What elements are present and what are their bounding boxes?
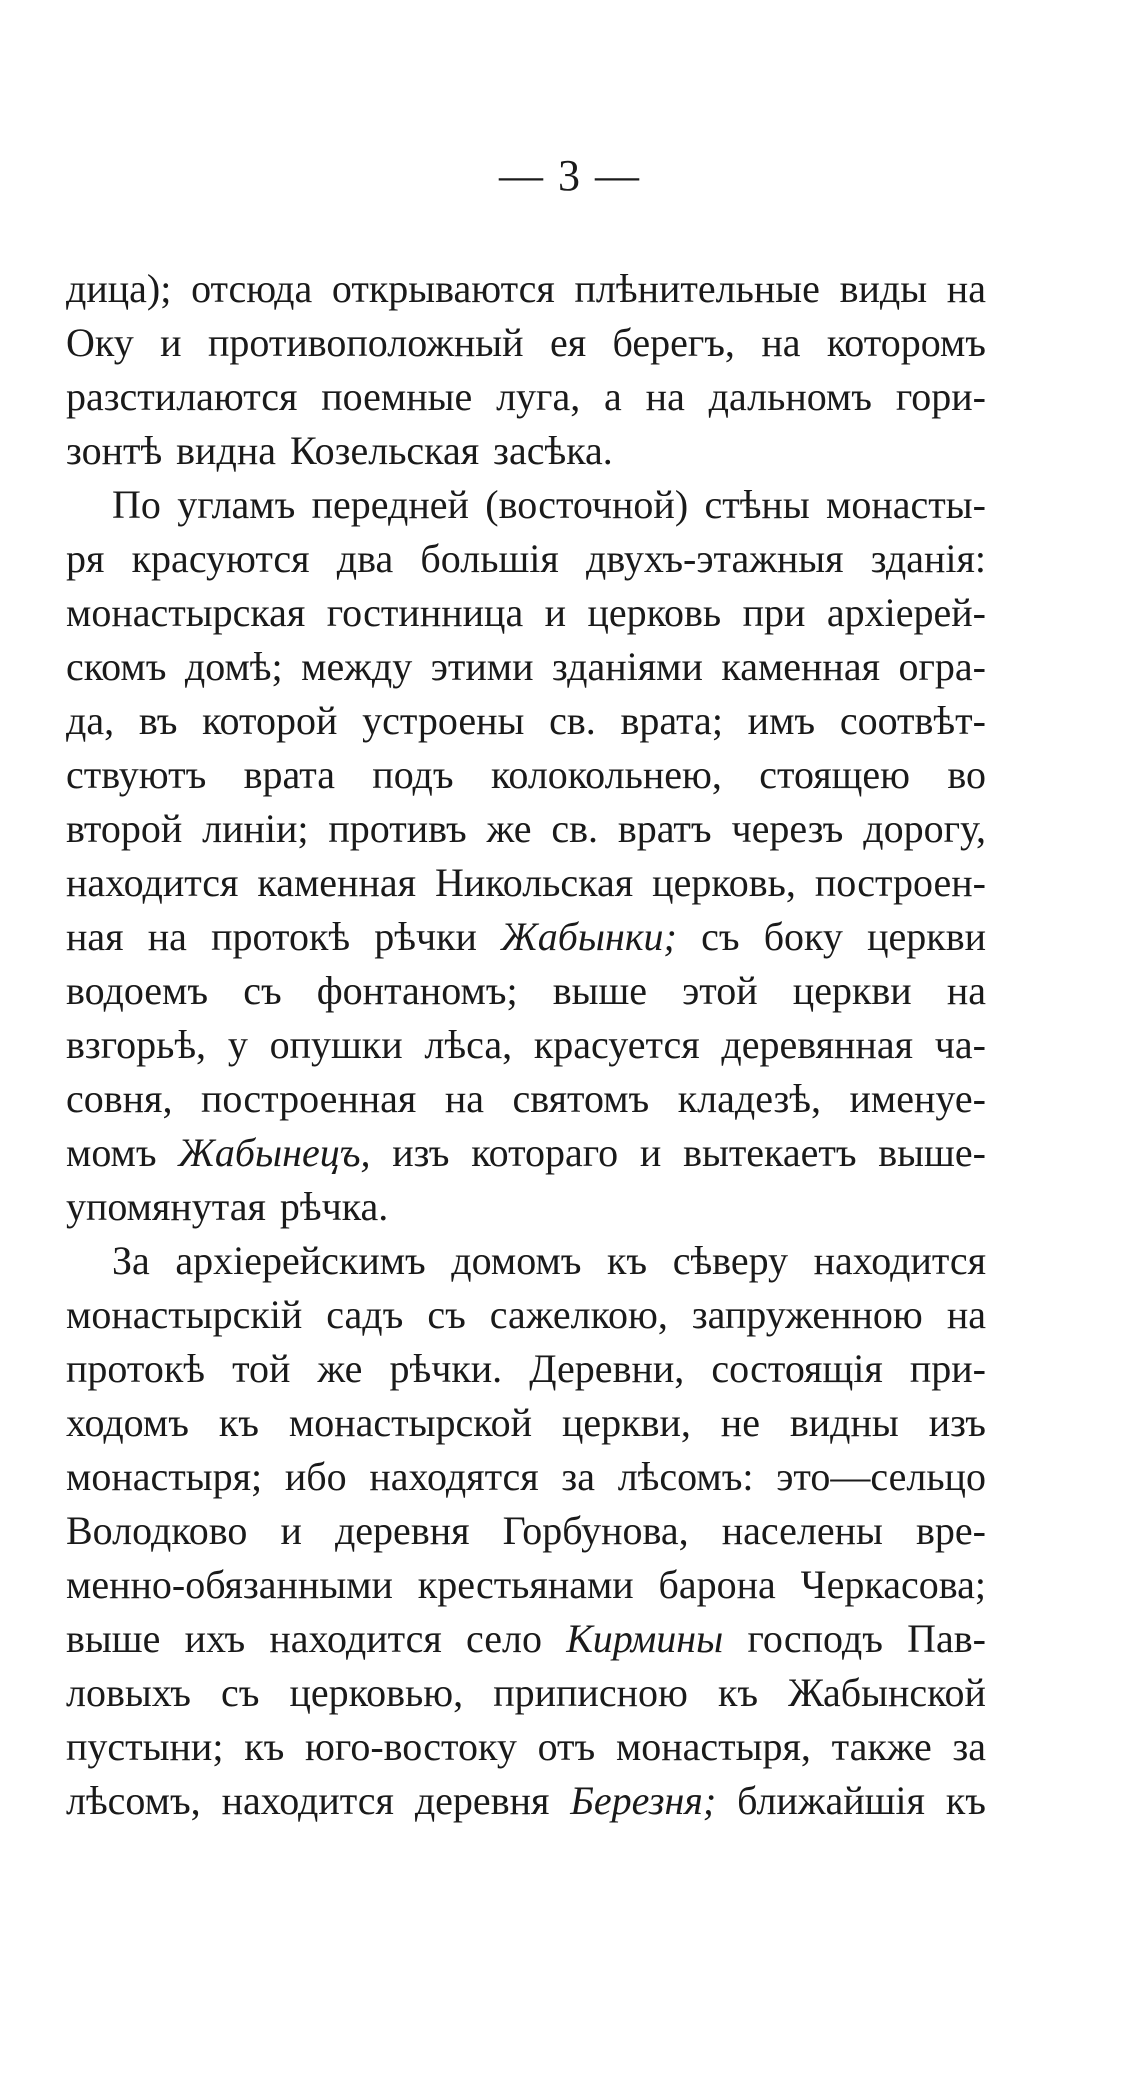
word: лѣсомъ, bbox=[66, 1778, 201, 1823]
word: св. bbox=[551, 806, 598, 851]
word: зданіями bbox=[552, 644, 703, 689]
word: не bbox=[720, 1400, 760, 1445]
word: этой bbox=[682, 968, 758, 1013]
text-line bbox=[66, 1288, 986, 1342]
word: церкви, bbox=[561, 1400, 691, 1445]
word: противъ bbox=[328, 806, 467, 851]
word: на bbox=[946, 266, 986, 311]
word: къ bbox=[945, 1778, 986, 1823]
word: при bbox=[742, 590, 806, 635]
word: къ bbox=[218, 1400, 259, 1445]
text-line bbox=[66, 532, 986, 586]
word: два bbox=[336, 536, 394, 581]
word: Горбунова, bbox=[502, 1508, 689, 1553]
word: момъ bbox=[66, 1130, 157, 1175]
word: запруженною bbox=[691, 1292, 923, 1337]
word: монастырская bbox=[66, 590, 306, 635]
word: видна bbox=[176, 428, 276, 473]
word: По bbox=[112, 482, 161, 527]
word: ная bbox=[66, 914, 124, 959]
word: находятся bbox=[369, 1454, 539, 1499]
word: соотвѣт- bbox=[839, 698, 986, 743]
word: домомъ bbox=[451, 1238, 582, 1283]
word: между bbox=[301, 644, 413, 689]
word: упомянутая bbox=[66, 1184, 266, 1229]
word: у bbox=[227, 1022, 248, 1067]
word: на bbox=[147, 914, 187, 959]
word: которой bbox=[202, 698, 338, 743]
text-line bbox=[66, 1666, 986, 1720]
word: зонтѣ bbox=[66, 428, 163, 473]
word: поемные bbox=[321, 374, 473, 419]
word: вытекаетъ bbox=[683, 1130, 857, 1175]
word: врата; bbox=[620, 698, 723, 743]
text-line bbox=[66, 1072, 986, 1126]
word: господъ bbox=[747, 1616, 883, 1661]
word: берегъ, bbox=[612, 320, 735, 365]
word: сѣверу bbox=[672, 1238, 789, 1283]
text-line bbox=[66, 1126, 986, 1180]
word: вре- bbox=[915, 1508, 986, 1553]
word: построен- bbox=[814, 860, 986, 905]
text-line bbox=[66, 964, 986, 1018]
word: Кирмины bbox=[566, 1616, 724, 1661]
text-line bbox=[66, 694, 986, 748]
word: засѣка. bbox=[493, 428, 613, 473]
word: выше bbox=[66, 1616, 161, 1661]
word: рѣчки. bbox=[389, 1346, 503, 1391]
word: выше- bbox=[878, 1130, 986, 1175]
word: съ bbox=[427, 1292, 466, 1337]
word: красуются bbox=[131, 536, 310, 581]
word: святомъ bbox=[512, 1076, 650, 1121]
word: на bbox=[946, 1292, 986, 1337]
word: скомъ bbox=[66, 644, 167, 689]
word: именуе- bbox=[849, 1076, 986, 1121]
word: Никольская bbox=[435, 860, 634, 905]
word: при- bbox=[909, 1346, 986, 1391]
word: къ bbox=[244, 1724, 285, 1769]
text-line bbox=[66, 1558, 986, 1612]
word: Козельская bbox=[289, 428, 480, 473]
text-line bbox=[66, 1450, 986, 1504]
text-line bbox=[66, 1774, 986, 1828]
word: этими bbox=[430, 644, 534, 689]
text-line bbox=[66, 262, 986, 316]
text-line bbox=[66, 748, 986, 802]
word: ходомъ bbox=[66, 1400, 189, 1445]
word: протокѣ bbox=[66, 1346, 205, 1391]
word: на bbox=[444, 1076, 484, 1121]
word: церкви bbox=[867, 914, 986, 959]
word: опушки bbox=[269, 1022, 403, 1067]
text-line bbox=[66, 1342, 986, 1396]
word: Жабынки; bbox=[501, 914, 677, 959]
word: открываются bbox=[331, 266, 555, 311]
word: стѣны bbox=[704, 482, 810, 527]
text-line bbox=[66, 640, 986, 694]
word: церковью, bbox=[289, 1670, 464, 1715]
word: стоящею bbox=[759, 752, 911, 797]
text-line bbox=[66, 1612, 986, 1666]
word: населены bbox=[721, 1508, 883, 1553]
word: рѣчки bbox=[374, 914, 477, 959]
word: ча- bbox=[934, 1022, 986, 1067]
word: находится bbox=[269, 1616, 442, 1661]
word: къ bbox=[607, 1238, 648, 1283]
word: деревня bbox=[414, 1778, 550, 1823]
text-line bbox=[66, 856, 986, 910]
text-line bbox=[66, 1018, 986, 1072]
text-line bbox=[66, 910, 986, 964]
word: на bbox=[761, 320, 801, 365]
word: Володково bbox=[66, 1508, 248, 1553]
page-number: — 3 — bbox=[499, 151, 641, 200]
word: двухъ-этажныя bbox=[585, 536, 844, 581]
word: въ bbox=[138, 698, 178, 743]
word: каменная bbox=[721, 644, 880, 689]
word: это—сельцо bbox=[776, 1454, 986, 1499]
word: совня, bbox=[66, 1076, 173, 1121]
word: на bbox=[946, 968, 986, 1013]
word: крестьянами bbox=[417, 1562, 634, 1607]
word: къ bbox=[717, 1670, 759, 1715]
text-line bbox=[66, 1720, 986, 1774]
word: же bbox=[486, 806, 532, 851]
word: св. bbox=[549, 698, 596, 743]
word: гори- bbox=[895, 374, 986, 419]
word: отсюда bbox=[191, 266, 313, 311]
word: которомъ bbox=[826, 320, 986, 365]
word: во bbox=[947, 752, 986, 797]
word: гостинница bbox=[326, 590, 524, 635]
word: барона bbox=[658, 1562, 776, 1607]
word: луга, bbox=[496, 374, 581, 419]
word: передней bbox=[311, 482, 469, 527]
word: церковь bbox=[587, 590, 722, 635]
word: менно-обязанными bbox=[66, 1562, 393, 1607]
word: архіерейскимъ bbox=[175, 1238, 426, 1283]
text-line bbox=[66, 370, 986, 424]
word: виды bbox=[839, 266, 928, 311]
text-line bbox=[66, 478, 986, 532]
word: да, bbox=[66, 698, 115, 743]
word: изъ bbox=[928, 1400, 986, 1445]
word: врата bbox=[243, 752, 335, 797]
word: и bbox=[544, 590, 567, 635]
word: приписною bbox=[493, 1670, 688, 1715]
word: дальномъ bbox=[708, 374, 872, 419]
word: За bbox=[112, 1238, 150, 1283]
word: архіерей- bbox=[826, 590, 986, 635]
word: же bbox=[317, 1346, 363, 1391]
text-line bbox=[66, 1234, 986, 1288]
word: ея bbox=[549, 320, 587, 365]
word: огра- bbox=[898, 644, 986, 689]
word: второй bbox=[66, 806, 183, 851]
word: домѣ; bbox=[184, 644, 283, 689]
word: состоящія bbox=[711, 1346, 883, 1391]
word: и bbox=[280, 1508, 302, 1553]
text-line bbox=[66, 586, 986, 640]
word: протокѣ bbox=[211, 914, 351, 959]
word: Черкасова; bbox=[800, 1562, 986, 1607]
word: ствуютъ bbox=[66, 752, 207, 797]
word: монасты- bbox=[826, 482, 986, 527]
word: Деревни, bbox=[529, 1346, 685, 1391]
word: кладезѣ, bbox=[677, 1076, 821, 1121]
word: пустыни; bbox=[66, 1724, 224, 1769]
word: угламъ bbox=[177, 482, 296, 527]
word: сажелкою, bbox=[489, 1292, 668, 1337]
word: церкви bbox=[792, 968, 912, 1013]
word: съ bbox=[220, 1670, 260, 1715]
word: Жабынецъ, bbox=[178, 1130, 371, 1175]
word: ибо bbox=[284, 1454, 347, 1499]
word: деревня bbox=[334, 1508, 470, 1553]
word: фонтаномъ; bbox=[316, 968, 518, 1013]
word: Березня; bbox=[570, 1778, 717, 1823]
word: ря bbox=[66, 536, 105, 581]
word: вратъ bbox=[617, 806, 712, 851]
word: колокольнею, bbox=[490, 752, 722, 797]
word: лѣса, bbox=[424, 1022, 513, 1067]
word: рѣчка. bbox=[279, 1184, 389, 1229]
word: зданія: bbox=[870, 536, 986, 581]
word: находится bbox=[66, 860, 239, 905]
text-line bbox=[66, 316, 986, 370]
word: за bbox=[561, 1454, 595, 1499]
word: черезъ bbox=[731, 806, 844, 851]
word: дица); bbox=[66, 266, 172, 311]
word: большія bbox=[420, 536, 559, 581]
word: а bbox=[604, 374, 622, 419]
word: за bbox=[952, 1724, 986, 1769]
text-line bbox=[66, 1504, 986, 1558]
word: съ bbox=[701, 914, 740, 959]
word: Пав- bbox=[907, 1616, 986, 1661]
word: подъ bbox=[372, 752, 454, 797]
word: ловыхъ bbox=[66, 1670, 191, 1715]
word: село bbox=[465, 1616, 542, 1661]
word: также bbox=[831, 1724, 932, 1769]
word: каменная bbox=[257, 860, 417, 905]
word: ихъ bbox=[184, 1616, 246, 1661]
text-line bbox=[66, 424, 986, 478]
page-text bbox=[66, 262, 986, 1828]
word: имъ bbox=[747, 698, 816, 743]
word: выше bbox=[552, 968, 648, 1013]
word: построенная bbox=[200, 1076, 417, 1121]
word: деревянная bbox=[721, 1022, 913, 1067]
word: монастырскій bbox=[66, 1292, 303, 1337]
word: находится bbox=[221, 1778, 394, 1823]
word: (восточной) bbox=[485, 482, 689, 527]
word: ближайшія bbox=[737, 1778, 925, 1823]
word: Жабынской bbox=[788, 1670, 986, 1715]
word: Оку bbox=[66, 320, 134, 365]
word: той bbox=[232, 1346, 291, 1391]
word: устроены bbox=[362, 698, 525, 743]
word: монастырской bbox=[288, 1400, 533, 1445]
word: и bbox=[160, 320, 182, 365]
word: котораго bbox=[471, 1130, 619, 1175]
word: отъ bbox=[537, 1724, 596, 1769]
word: плѣнительные bbox=[574, 266, 820, 311]
word: юго-востоку bbox=[305, 1724, 517, 1769]
word: лѣсомъ: bbox=[617, 1454, 754, 1499]
word: боку bbox=[763, 914, 843, 959]
word: и bbox=[639, 1130, 662, 1175]
text-line bbox=[66, 1396, 986, 1450]
word: церковь, bbox=[652, 860, 796, 905]
word: съ bbox=[243, 968, 282, 1013]
word: монастыря; bbox=[66, 1454, 263, 1499]
word: разстилаются bbox=[66, 374, 298, 419]
word: дорогу, bbox=[863, 806, 986, 851]
word: линіи; bbox=[202, 806, 309, 851]
word: на bbox=[645, 374, 685, 419]
word: противоположный bbox=[207, 320, 524, 365]
word: взгорьѣ, bbox=[66, 1022, 207, 1067]
word: красуется bbox=[533, 1022, 700, 1067]
word: водоемъ bbox=[66, 968, 209, 1013]
word: видны bbox=[789, 1400, 899, 1445]
word: монастыря, bbox=[615, 1724, 811, 1769]
text-line bbox=[66, 802, 986, 856]
word: изъ bbox=[392, 1130, 450, 1175]
word: находится bbox=[813, 1238, 986, 1283]
word: садъ bbox=[326, 1292, 404, 1337]
text-line bbox=[66, 1180, 986, 1234]
